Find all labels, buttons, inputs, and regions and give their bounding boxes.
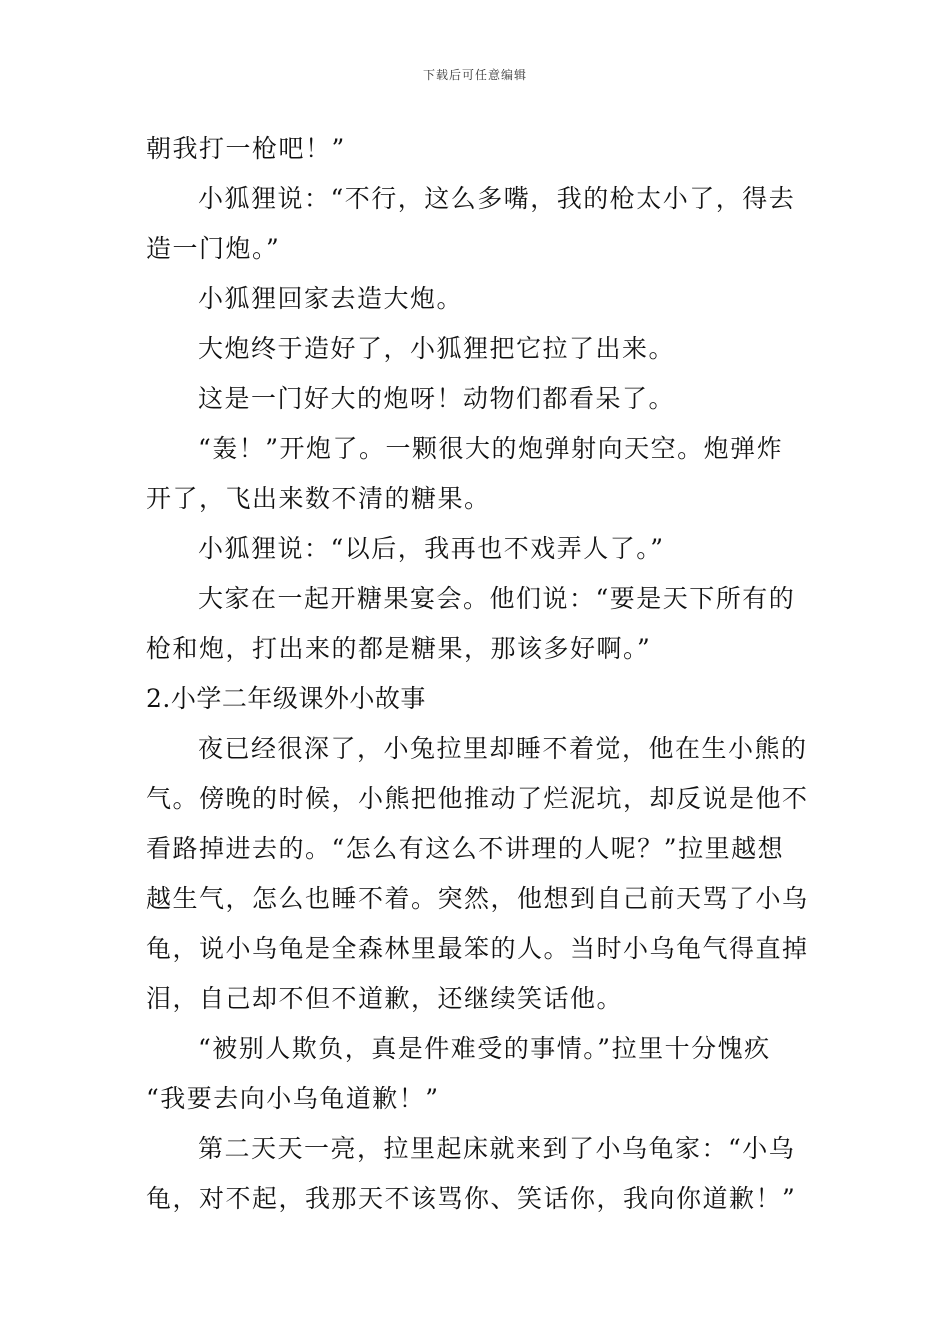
text-line: 小狐狸回家去造大炮。: [198, 284, 464, 313]
text-line: 枪和炮，打出来的都是糖果，那该多好啊。”: [146, 634, 652, 663]
text-line: 龟，对不起，我那天不该骂你、笑话你，我向你道歉！”: [146, 1184, 797, 1213]
text-line: 小狐狸说：“以后，我再也不戏弄人了。”: [198, 534, 665, 563]
text-line: 第二天天一亮，拉里起床就来到了小乌龟家：“小乌: [198, 1134, 796, 1163]
text-line: 气。傍晚的时候，小熊把他推动了烂泥坑，却反说是他不: [146, 784, 809, 813]
text-line: “轰！”开炮了。一颗很大的炮弹射向天空。炮弹炸: [198, 434, 784, 463]
text-line: 龟，说小乌龟是全森林里最笨的人。当时小乌龟气得直掉: [146, 934, 809, 963]
text-line: 泪，自己却不但不道歉，还继续笑话他。: [146, 984, 624, 1013]
text-line: “被别人欺负，真是件难受的事情。”拉里十分愧疚: [198, 1034, 771, 1063]
text-line: 看路掉进去的。“怎么有这么不讲理的人呢？”拉里越想: [146, 834, 785, 863]
text-line: 大家在一起开糖果宴会。他们说：“要是天下所有的: [198, 584, 796, 613]
text-line: 小狐狸说：“不行，这么多嘴，我的枪太小了，得去: [198, 184, 796, 213]
text-line: 越生气，怎么也睡不着。突然，他想到自己前天骂了小乌: [146, 884, 809, 913]
text-line: 这是一门好大的炮呀！动物们都看呆了。: [198, 384, 676, 413]
text-line: “我要去向小乌龟道歉！”: [146, 1084, 440, 1113]
text-line: 开了，飞出来数不清的糖果。: [146, 484, 491, 513]
section-heading: 2.小学二年级课外小故事: [146, 684, 426, 713]
page-header: 下载后可任意编辑: [422, 68, 527, 82]
text-line: 大炮终于造好了，小狐狸把它拉了出来。: [198, 334, 676, 363]
text-line: 造一门炮。”: [146, 234, 281, 263]
text-line: 朝我打一枪吧！”: [146, 134, 346, 163]
text-line: 夜已经很深了，小兔拉里却睡不着觉，他在生小熊的: [198, 734, 808, 763]
document-body: [146, 124, 811, 1224]
